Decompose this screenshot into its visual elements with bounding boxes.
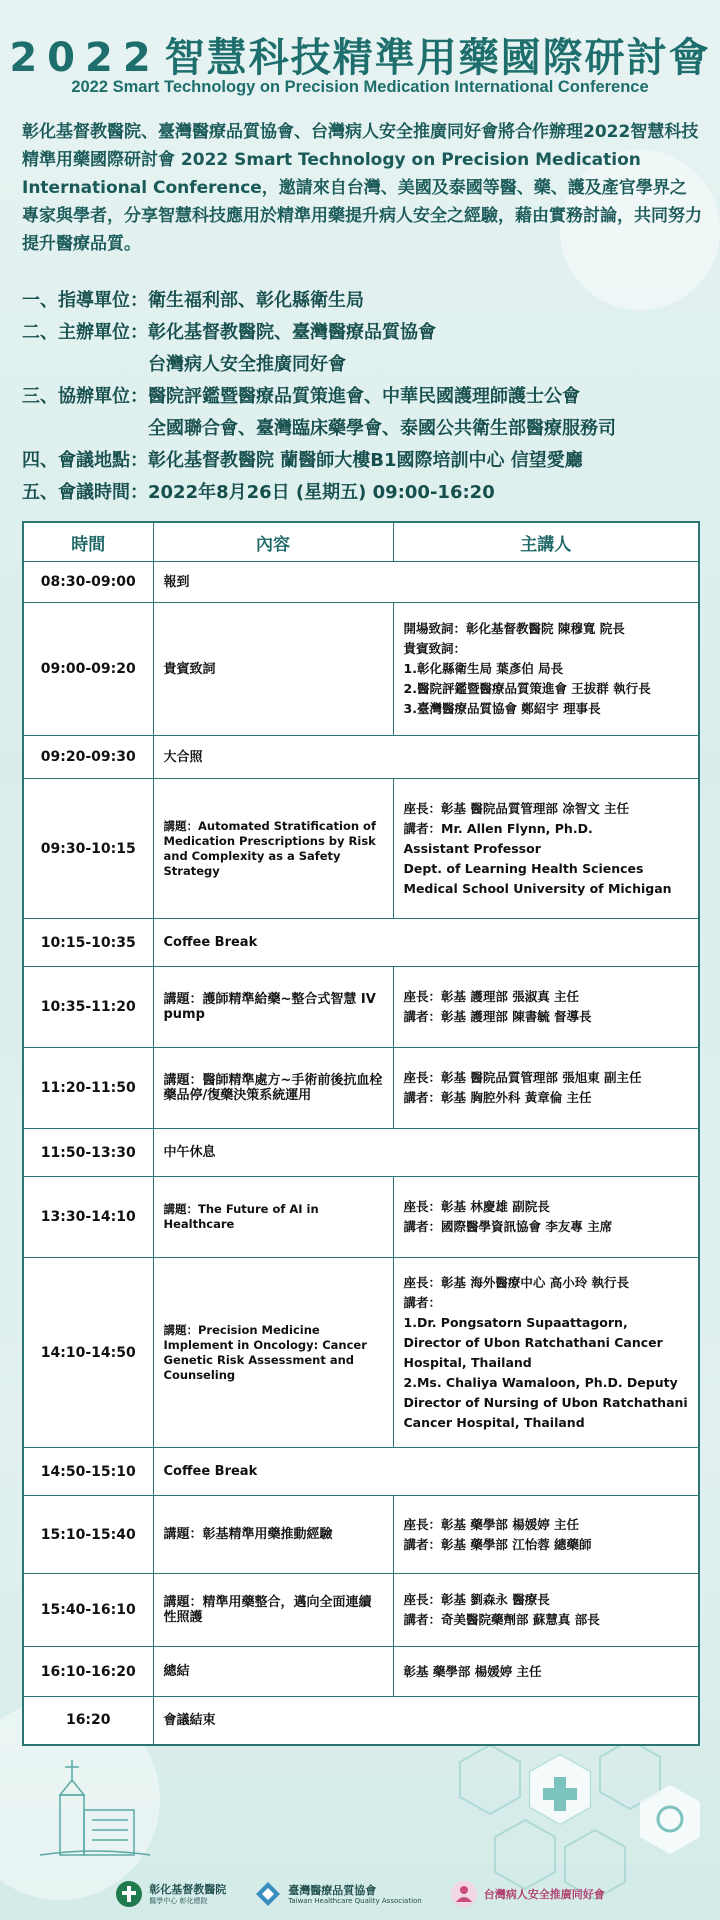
row-topic: 講題：彰基精準用藥推動經驗 <box>153 1496 393 1574</box>
info-row-time <box>22 477 712 509</box>
row-time: 09:00-09:20 <box>23 603 153 736</box>
schedule-table <box>22 521 700 1746</box>
title-chinese: 智慧科技精準用藥國際研討會 <box>164 35 711 81</box>
row-topic: 會議結束 <box>153 1697 699 1745</box>
logo-changhua-christian-hospital <box>115 1880 226 1908</box>
info-label: 二、主辦單位： <box>22 322 148 343</box>
row-topic-text: 講題：Precision Medicine Implement in Oncology: Cancer Genetic Risk Assessment and Counseling <box>163 1322 367 1382</box>
logo3-name: 台灣病人安全推廣同好會 <box>483 1887 605 1901</box>
row-time: 16:10-16:20 <box>23 1647 153 1697</box>
row-time: 15:40-16:10 <box>23 1574 153 1647</box>
column-header-speaker: 主講人 <box>393 522 699 562</box>
table-row <box>23 1496 699 1574</box>
column-header-time: 時間 <box>23 522 153 562</box>
table-row <box>23 562 699 603</box>
title-year: 2022 <box>9 35 161 81</box>
association-logo-icon <box>254 1880 282 1908</box>
row-time: 11:50-13:30 <box>23 1129 153 1177</box>
row-topic: 講題：醫師精準處方~手術前後抗血栓藥品停/復藥決策系統運用 <box>153 1048 393 1129</box>
column-header-content: 內容 <box>153 522 393 562</box>
row-time: 11:20-11:50 <box>23 1048 153 1129</box>
row-speaker: 座長：彰基 護理部 張淑真 主任 講者：彰基 護理部 陳書毓 督導長 <box>393 967 699 1048</box>
row-speaker: 座長：彰基 醫院品質管理部 張旭東 副主任 講者：彰基 胸腔外科 黃章倫 主任 <box>393 1048 699 1129</box>
patient-safety-logo-icon <box>450 1880 478 1908</box>
hospital-logo-icon <box>115 1880 143 1908</box>
footer-logos <box>0 1874 720 1914</box>
row-topic: 報到 <box>153 562 699 603</box>
logo2-name: 臺灣醫療品質協會 <box>288 1883 377 1897</box>
table-row <box>23 1448 699 1496</box>
row-time: 14:50-15:10 <box>23 1448 153 1496</box>
info-label: 一、指導單位： <box>22 290 148 311</box>
row-topic <box>153 779 393 919</box>
row-speaker: 座長：彰基 林慶雄 副院長 講者：國際醫學資訊協會 李友專 主席 <box>393 1177 699 1258</box>
info-label: 五、會議時間： <box>22 482 148 503</box>
logo1-name: 彰化基督教醫院 <box>149 1882 227 1896</box>
table-row <box>23 1697 699 1745</box>
row-topic-text: 講題：The Future of AI in Healthcare <box>163 1202 319 1231</box>
row-speaker: 座長：彰基 醫院品質管理部 凃智文 主任 講者：Mr. Allen Flynn, Ph.D. Assistant Professor Dept. of Learning Health Sciences Medical School University of Michigan <box>393 779 699 919</box>
event-info-list <box>22 285 712 509</box>
table-row <box>23 1574 699 1647</box>
row-topic <box>153 1177 393 1258</box>
row-speaker: 彰基 藥學部 楊媛婷 主任 <box>393 1647 699 1697</box>
table-row <box>23 736 699 779</box>
row-topic: 中午休息 <box>153 1129 699 1177</box>
row-time: 09:20-09:30 <box>23 736 153 779</box>
schedule-header-row <box>23 522 699 562</box>
table-row <box>23 603 699 736</box>
row-time: 16:20 <box>23 1697 153 1745</box>
info-row-advisor <box>22 285 712 317</box>
info-label: 四、會議地點： <box>22 450 148 471</box>
row-time: 10:35-11:20 <box>23 967 153 1048</box>
logo1-sub: 醫學中心 彰化總院 <box>149 1896 208 1905</box>
row-topic: 大合照 <box>153 736 699 779</box>
row-speaker: 座長：彰基 藥學部 楊媛婷 主任 講者：彰基 藥學部 江怡蓉 總藥師 <box>393 1496 699 1574</box>
row-topic: Coffee Break <box>153 919 699 967</box>
info-row-co-organizer <box>22 381 712 445</box>
info-value: 彰化基督教醫院、臺灣醫療品質協會 台灣病人安全推廣同好會 <box>148 322 436 375</box>
logo-taiwan-healthcare-quality-association <box>254 1880 422 1908</box>
row-time: 13:30-14:10 <box>23 1177 153 1258</box>
table-row <box>23 967 699 1048</box>
table-row <box>23 1177 699 1258</box>
table-row <box>23 919 699 967</box>
hospital-building-sketch <box>40 1755 150 1865</box>
row-time: 15:10-15:40 <box>23 1496 153 1574</box>
row-topic: 總結 <box>153 1647 393 1697</box>
info-value: 衛生福利部、彰化縣衛生局 <box>148 290 364 311</box>
row-topic: 貴賓致詞 <box>153 603 393 736</box>
info-label: 三、協辦單位： <box>22 386 148 407</box>
info-value: 2022年8月26日 (星期五) 09:00-16:20 <box>148 482 495 503</box>
row-time: 14:10-14:50 <box>23 1258 153 1448</box>
table-row <box>23 779 699 919</box>
row-speaker: 開場致詞：彰化基督教醫院 陳穆寬 院長 貴賓致詞： 1.彰化縣衛生局 葉彥伯 局長 2.醫院評鑑暨醫療品質策進會 王拔群 執行長 3.臺灣醫療品質協會 鄭紹宇 理事長 <box>393 603 699 736</box>
row-topic: 講題：護師精準給藥~整合式智慧 IV pump <box>153 967 393 1048</box>
row-speaker: 座長：彰基 海外醫療中心 高小玲 執行長 講者： 1.Dr. Pongsatorn Supaattagorn, Director of Ubon Ratchathani Cancer Hospital, Thailand 2.Ms. Chaliya Wamaloon, Ph.D. Deputy Director of Nursing of Ubon Ratchathani Cancer Hospital, Thailand <box>393 1258 699 1448</box>
logo-patient-safety-group <box>450 1880 605 1908</box>
row-time: 08:30-09:00 <box>23 562 153 603</box>
row-topic <box>153 1258 393 1448</box>
row-topic: 講題：精準用藥整合，邁向全面連續性照護 <box>153 1574 393 1647</box>
page-title <box>0 26 720 83</box>
table-row <box>23 1129 699 1177</box>
table-row <box>23 1647 699 1697</box>
info-value: 彰化基督教醫院 蘭醫師大樓B1國際培訓中心 信望愛廳 <box>148 450 583 471</box>
row-time: 09:30-10:15 <box>23 779 153 919</box>
info-value: 醫院評鑑暨醫療品質策進會、中華民國護理師護士公會 全國聯合會、臺灣臨床藥學會、泰國公共衛生部醫療服務司 <box>148 386 616 439</box>
table-row <box>23 1048 699 1129</box>
logo2-sub: Taiwan Healthcare Quality Association <box>288 1896 422 1905</box>
info-row-organizer <box>22 317 712 381</box>
page-subtitle-english: 2022 Smart Technology on Precision Medication International Conference <box>71 78 649 96</box>
row-speaker: 座長：彰基 劉森永 醫療長 講者：奇美醫院藥劑部 蘇慧真 部長 <box>393 1574 699 1647</box>
row-time: 10:15-10:35 <box>23 919 153 967</box>
info-row-venue <box>22 445 712 477</box>
intro-paragraph: 彰化基督教醫院、臺灣醫療品質協會、台灣病人安全推廣同好會將合作辦理2022智慧科技精準用藥國際研討會 2022 Smart Technology on Precision Medication International Conference，邀請來自台灣、美國及泰國等醫、藥、護及產官學界之專家與學者，分享智慧科技應用於精準用藥提升病人安全之經驗，藉由實務討論，共同努力提升醫療品質。 <box>22 122 702 254</box>
row-topic-text: 講題：Automated Stratification of Medication Prescriptions by Risk and Complexity as a Safety Strategy <box>163 818 376 878</box>
table-row <box>23 1258 699 1448</box>
row-topic: Coffee Break <box>153 1448 699 1496</box>
